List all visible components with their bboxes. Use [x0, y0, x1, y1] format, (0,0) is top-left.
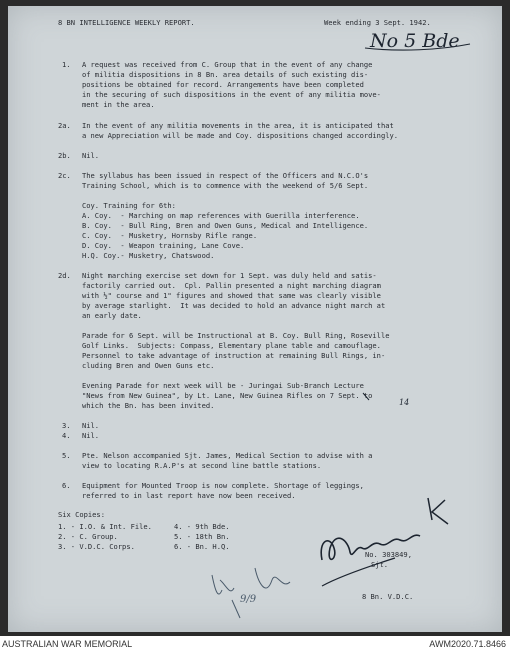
- para-number: 1.: [62, 60, 71, 69]
- para-number: 2b.: [58, 151, 71, 160]
- rank: Sjt.: [371, 560, 389, 569]
- copy-item: 3. - V.D.C. Corps.: [58, 542, 135, 551]
- date-strike: [363, 393, 369, 400]
- report-title: 8 BN INTELLIGENCE WEEKLY REPORT.: [58, 18, 195, 27]
- para-line: referred to in last report have now been received.: [82, 491, 296, 500]
- copies-heading: Six Copies:: [58, 510, 105, 519]
- para-line: a new Appreciation will be made and Coy. dispositions changed accordingly.: [82, 131, 399, 140]
- para-line: Evening Parade for next week will be - Juringai Sub-Branch Lecture: [82, 381, 364, 390]
- para-line: positions be obtained for record. Arrangements have been completed: [82, 80, 364, 89]
- pencil-date-mark: [232, 600, 240, 618]
- para-number: 3.: [62, 421, 71, 430]
- para-line: Nil.: [82, 421, 100, 430]
- para-number: 2c.: [58, 171, 71, 180]
- para-line: by average starlight. It was decided to hold an advance night march at: [82, 301, 386, 310]
- check-mark-icon: [428, 498, 448, 524]
- para-number: 5.: [62, 451, 71, 460]
- training-heading: Coy. Training for 6th:: [82, 201, 176, 210]
- para-line: Pte. Nelson accompanied Sjt. James, Medical Section to advise with a: [82, 451, 373, 460]
- copy-item: 5. - 18th Bn.: [174, 532, 230, 541]
- para-line: The syllabus has been issued in respect of the Officers and N.C.O's: [82, 171, 369, 180]
- para-line: Equipment for Mounted Troop is now complete. Shortage of leggings,: [82, 481, 364, 490]
- para-line: Nil.: [82, 431, 100, 440]
- para-number: 2a.: [58, 121, 71, 130]
- copy-item: 1. - I.O. & Int. File.: [58, 522, 152, 531]
- training-item: D. Coy. - Weapon training, Lane Cove.: [82, 241, 245, 250]
- training-item: A. Coy. - Marching on map references with Guerilla interference.: [82, 211, 360, 220]
- copy-item: 4. - 9th Bde.: [174, 522, 230, 531]
- handwritten-annotation: No 5 Bde: [370, 30, 460, 52]
- para-line: cluding Bren and Owen Guns etc.: [82, 361, 215, 370]
- signature-scrawl: [321, 535, 420, 560]
- para-line: Parade for 6 Sept. will be Instructional at B. Coy. Bull Ring, Roseville: [82, 331, 390, 340]
- training-item: B. Coy. - Bull Ring, Bren and Owen Guns, Medical and Intelligence.: [82, 221, 369, 230]
- para-line: of militia dispositions in 8 Bn. area details of such existing dis-: [82, 70, 369, 79]
- copy-item: 6. - Bn. H.Q.: [174, 542, 230, 551]
- para-line: in the securing of such dispositions in the event of any militia move-: [82, 90, 381, 99]
- para-line: Training School, which is to commence with the weekend of 5/6 Sept.: [82, 181, 369, 190]
- training-item: C. Coy. - Musketry, Hornsby Rifle range.: [82, 231, 258, 240]
- signature-underline: [322, 558, 395, 586]
- para-line: A request was received from C. Group that in the event of any change: [82, 60, 373, 69]
- para-line: factorily carried out. Cpl. Pallin presented a night marching diagram: [82, 281, 381, 290]
- annotation-stroke: [365, 44, 470, 50]
- handwritten-date-correction: 14: [399, 398, 410, 407]
- archive-footer: [0, 636, 510, 653]
- para-line: Personnel to take advantage of instruction at remaining Bull Rings, in-: [82, 351, 386, 360]
- para-line: an early date.: [82, 311, 142, 320]
- para-line: Golf Links. Subjects: Compass, Elementary plane table and camouflage.: [82, 341, 381, 350]
- para-line: In the event of any militia movements in the area, it is anticipated that: [82, 121, 394, 130]
- week-ending: Week ending 3 Sept. 1942.: [324, 18, 431, 27]
- footer-accession: AWM2020.71.8466: [429, 639, 506, 649]
- para-line: Night marching exercise set down for 1 Sept. was duly held and satis-: [82, 271, 377, 280]
- para-line: ment in the area.: [82, 100, 155, 109]
- pencil-initials: 9/9: [240, 594, 257, 605]
- pencil-initials-scribble: [212, 568, 290, 594]
- para-line: which the Bn. has been invited.: [82, 401, 215, 410]
- para-line: Nil.: [82, 151, 100, 160]
- para-number: 6.: [62, 481, 71, 490]
- para-number: 4.: [62, 431, 71, 440]
- copy-item: 2. - C. Group.: [58, 532, 118, 541]
- para-number: 2d.: [58, 271, 71, 280]
- unit: 8 Bn. V.D.C.: [362, 592, 414, 601]
- para-line: view to locating R.A.P's at second line battle stations.: [82, 461, 322, 470]
- footer-institution: AUSTRALIAN WAR MEMORIAL: [2, 639, 133, 649]
- para-line: "News from New Guinea", by Lt. Lane, New Guinea Rifles on 7 Sept. to: [82, 391, 373, 400]
- training-item: H.Q. Coy.- Musketry, Chatswood.: [82, 251, 215, 260]
- para-line: with ½" course and 1" figures and showed that same was clearly visible: [82, 291, 381, 300]
- service-number: No. 303849,: [365, 550, 412, 559]
